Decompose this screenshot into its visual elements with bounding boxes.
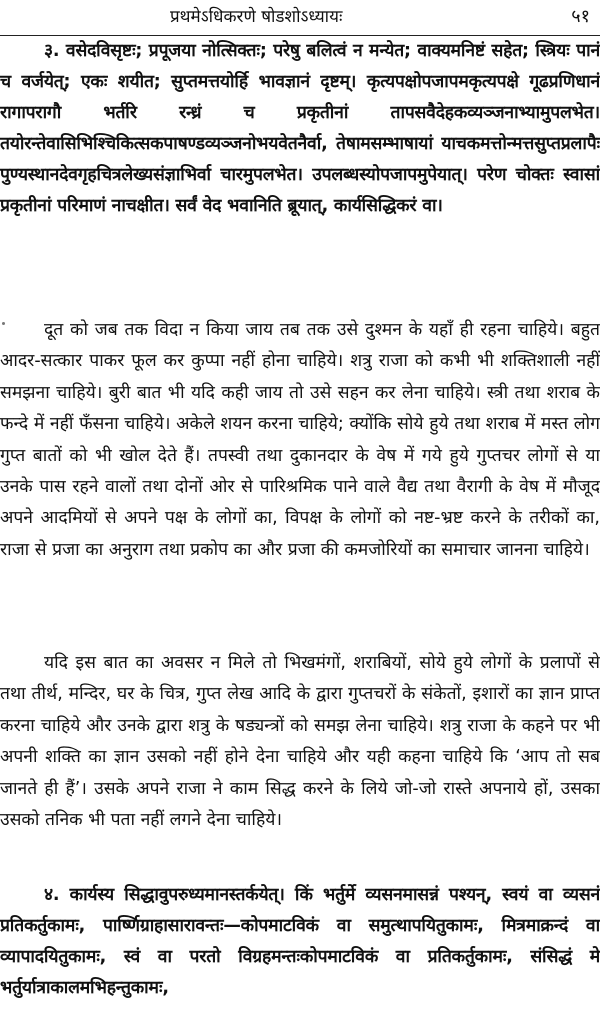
page-number: ५१ xyxy=(571,6,590,27)
chapter-heading: प्रथमेऽधिकरणे षोडशोऽध्यायः xyxy=(170,7,343,27)
sanskrit-sutra-4: ४. कार्यस्य सिद्धावुपरुध्यमानस्तर्कयेत्। किं भर्तुर्मे व्यसनमासन्नं पश्यन्, स्वयं वा व्यसनं प्रतिकर्तुकामः, पार्ष्णिग्राहासारावन्तः—कोपमाटविकं वा समुत्थापयितुकामः, मित्रमाक्रन्दं वा व्यापादयितुकामः, स्वं वा परतो विग्रहमन्तःकोपमाटविकं वा प्रतिकर्तुकामः, संसिद्धं मे भर्तुर्यात्राकालमभिहन्तुकामः, xyxy=(0,885,600,998)
hindi-commentary-2: यदि इस बात का अवसर न मिले तो भिखमंगों, शराबियों, सोये हुये लोगों के प्रलापों से तथा तीर्थ, मन्दिर, घर के चित्र, गुप्त लेख आदि के द्वारा गुप्तचरों के संकेतों, इशारों का ज्ञान प्राप्त करना चाहिये और उनके द्वारा शत्रु के षड्यन्त्रों को समझ लेना चाहिये। शत्रु राजा के कहने पर भी अपनी शक्ति का ज्ञान उसको नहीं होने देना चाहिये और यही कहना चाहिये कि ‘आप तो सब जानते ही हैं’। उसके अपने राजा ने काम सिद्ध करने के लिये जो-जो रास्ते अपनाये हों, उसका उसको तनिक भी पता नहीं लगने देना चाहिये। xyxy=(0,653,600,831)
hindi-commentary-1: दूत को जब तक विदा न किया जाय तब तक उसे दुश्मन के यहाँ ही रहना चाहिये। बहुत आदर-सत्कार पाकर फूल कर कुप्पा नहीं होना चाहिये। शत्रु राजा को कभी भी शक्तिशाली नहीं समझना चाहिये। बुरी बात भी यदि कही जाय तो उसे सहन कर लेना चाहिये। स्त्री तथा शराब के फन्दे में नहीं फँसना चाहिये। अकेले शयन करना चाहिये; क्योंकि सोये हुये तथा शराब में मस्त लोग गुप्त बातों को भी खोल देते हैं। तपस्वी तथा दुकानदार के वेष में गये हुये गुप्तचर लोगों से या उनके पास रहने वालों तथा दोनों ओर से पारिश्रमिक पाने वाले वैद्य तथा वैरागी के वेष में मौजूद अपने आदमियों से अपने पक्ष के लोगों का, विपक्ष के लोगों को नष्ट-भ्रष्ट करने के तरीकों का, राजा से प्रजा का अनुराग तथा प्रकोप का और प्रजा की कमजोरियों का समाचार जानना चाहिये। xyxy=(0,320,600,560)
running-header xyxy=(0,4,600,32)
sanskrit-sutra-3: ३. वसेदविसृष्टः; प्रपूजया नोत्सिक्तः; परेषु बलित्वं न मन्येत; वाक्यमनिष्टं सहेत; स्त्रियः पानं च वर्जयेत्; एकः शयीत; सुप्तमत्तयोर्हि भावज्ञानं दृष्टम्। कृत्यपक्षोपजापमकृत्यपक्षे गूढप्रणिधानं रागापरागौ भर्तरि रन्ध्रं च प्रकृतीनां तापसवैदेहकव्यञ्जनाभ्यामुपलभेत। तयोरन्तेवासिभिश्चिकित्सकपाषण्डव्यञ्जनोभयवेतनैर्वा, तेषामसम्भाषायां याचकमत्तोन्मत्तसुप्तप्रलापैः पुण्यस्थानदेवगृहचित्रलेख्यसंज्ञाभिर्वा चारमुपलभेत। उपलब्धस्योपजापमुपेयात्। परेण चोक्तः स्वासां प्रकृतीनां परिमाणं नाचक्षीत। सर्वं वेद भवानिति ब्रूयात्, कार्यसिद्धिकरं वा। xyxy=(0,41,600,216)
